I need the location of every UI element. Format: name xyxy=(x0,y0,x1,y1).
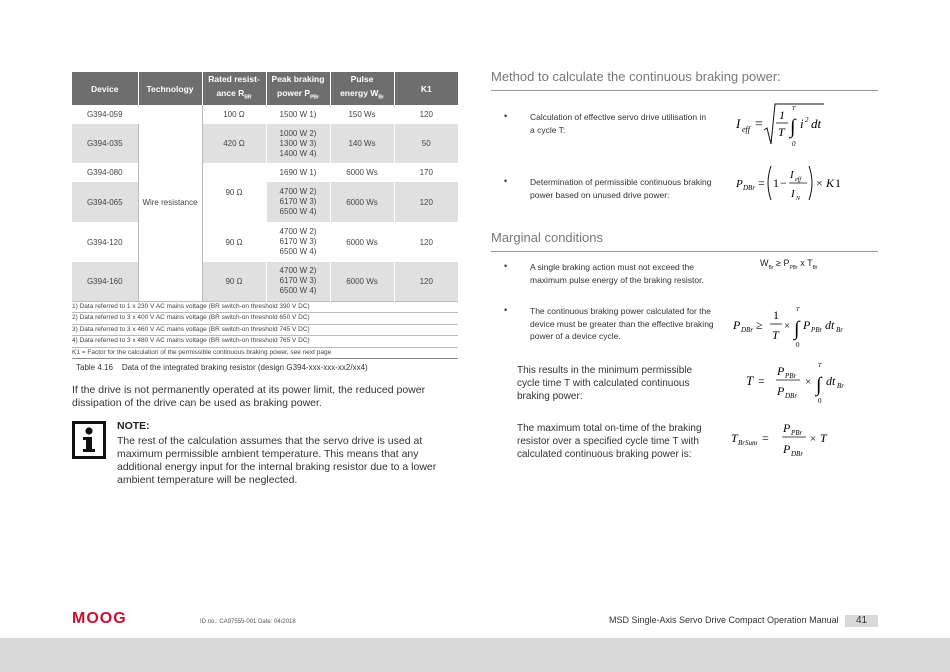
svg-text:∫: ∫ xyxy=(816,374,822,396)
svg-text:0: 0 xyxy=(796,341,800,349)
formula-tbrsum xyxy=(729,418,839,464)
svg-text:I: I xyxy=(790,169,794,181)
svg-text:BrSum: BrSum xyxy=(738,439,758,447)
svg-text:K: K xyxy=(826,176,835,190)
table-footnote: 3) Data referred to 3 x 460 V AC mains voltage (BR switch-on threshold 745 V DC) xyxy=(72,324,458,336)
svg-text:=: = xyxy=(758,374,765,388)
cell-pulse: 6000 Ws xyxy=(330,182,394,222)
svg-text:=: = xyxy=(754,117,764,132)
col-k1: K1 xyxy=(394,72,458,105)
svg-text:eff: eff xyxy=(742,125,750,134)
svg-text:×: × xyxy=(816,176,823,190)
marginal-text-3: This results in the minimum permissible cycle time T with calculated continuous braking power: xyxy=(517,365,693,402)
col-device: Device xyxy=(72,72,138,105)
cell-peak: 4700 W 2) 6170 W 3) 6500 W 4) xyxy=(266,182,330,222)
formula-pdbr xyxy=(734,160,844,206)
info-icon xyxy=(72,421,106,459)
cell-rated: 90 Ω xyxy=(202,222,266,262)
bullet: • xyxy=(504,111,508,121)
cell-device: G394-065 xyxy=(72,182,138,222)
svg-text:dt: dt xyxy=(825,318,835,332)
cell-k1: 120 xyxy=(394,182,458,222)
bullet: • xyxy=(504,261,508,271)
cell-peak: 4700 W 2) 6170 W 3) 6500 W 4) xyxy=(266,262,330,301)
note-text: The rest of the calculation assumes that the servo drive is used at maximum permissible ambient temperature. This means that any additional energy input for the internal braking resistor due to a lower ambient temperature will be neglected. xyxy=(117,435,437,486)
divider xyxy=(491,90,878,91)
svg-text:PBr: PBr xyxy=(791,429,803,437)
cell-k1: 120 xyxy=(394,222,458,262)
cell-device: G394-035 xyxy=(72,124,138,163)
cell-pulse: 6000 Ws xyxy=(330,163,394,182)
table-footnote: 2) Data referred to 3 x 400 V AC mains voltage (BR switch-on threshold 650 V DC) xyxy=(72,313,458,325)
table-footnote: 4) Data referred to 3 x 480 V AC mains voltage (BR switch-on threshold 765 V DC) xyxy=(72,336,458,348)
svg-text:Br: Br xyxy=(836,326,843,334)
formula-t-min xyxy=(744,359,854,405)
cell-pulse: 6000 Ws xyxy=(330,262,394,301)
svg-text:i: i xyxy=(800,116,804,131)
bullet: • xyxy=(504,305,508,315)
marginal-item-2: The continuous braking power calculated for the device must be greater than the effective braking power of a device cycle. xyxy=(530,306,714,341)
method-item-2: Determination of permissible continuous braking power based on unused drive power: xyxy=(530,177,712,200)
table-footnote: K1 = Factor for the calculation of the permissible continuous braking power, see next page xyxy=(72,347,458,359)
svg-text:P: P xyxy=(777,364,785,378)
col-pulse-energy: Pulse energy $W_{Br}$ xyxy=(330,72,394,105)
svg-text:DBr: DBr xyxy=(791,450,804,458)
svg-text:∫: ∫ xyxy=(790,116,796,138)
svg-text:×: × xyxy=(810,433,817,445)
marginal-text-4: The maximum total on-time of the braking resistor over a specified cycle time T with calculated continuous braking power is: xyxy=(517,423,702,460)
svg-text:2: 2 xyxy=(805,116,809,124)
method-item-1: Calculation of effective servo drive utilisation in a cycle T: xyxy=(530,112,707,135)
svg-text:P: P xyxy=(777,384,785,398)
paragraph-power-dissipation: If the drive is not permanently operated at its power limit, the reduced power dissipation of the drive can be used as braking power. xyxy=(72,384,426,409)
marginal-heading: Marginal conditions xyxy=(491,230,604,245)
svg-text:T: T xyxy=(731,431,738,445)
cell-pulse: 140 Ws xyxy=(330,124,394,163)
table-row xyxy=(72,222,458,262)
cell-rated: 90 Ω xyxy=(202,262,266,301)
note-title: NOTE: xyxy=(117,420,150,432)
svg-text:eff: eff xyxy=(795,177,801,183)
svg-text:0: 0 xyxy=(818,397,822,405)
svg-text:I: I xyxy=(791,188,795,200)
table-row xyxy=(72,163,458,182)
svg-text:PBr: PBr xyxy=(811,326,823,334)
col-peak-power: Peak braking power $P_{PBr}$ xyxy=(266,72,330,105)
cell-pulse: 6000 Ws xyxy=(330,222,394,262)
svg-text:dt: dt xyxy=(826,374,836,388)
svg-text:=: = xyxy=(758,176,765,190)
cell-pulse: 150 Ws xyxy=(330,105,394,124)
cell-technology: Wire resistance xyxy=(138,105,202,301)
svg-text:T: T xyxy=(796,307,800,313)
svg-text:dt: dt xyxy=(811,116,822,131)
table-header-row xyxy=(72,72,458,105)
cell-k1: 50 xyxy=(394,124,458,163)
svg-text:1: 1 xyxy=(773,308,779,322)
cell-k1: 120 xyxy=(394,105,458,124)
table-row xyxy=(72,262,458,301)
cell-device: G394-160 xyxy=(72,262,138,301)
svg-text:×: × xyxy=(784,320,791,332)
cell-rated: 420 Ω xyxy=(202,124,266,163)
footer-id: ID no.: CA97555-001 Date: 04/2018 xyxy=(200,619,296,625)
cell-device: G394-120 xyxy=(72,222,138,262)
formula-pdbr-condition xyxy=(731,301,851,349)
table-row xyxy=(72,105,458,124)
table-row xyxy=(72,124,458,163)
cell-peak: 1690 W 1) xyxy=(266,163,330,182)
svg-text:1: 1 xyxy=(773,176,779,190)
cell-k1: 170 xyxy=(394,163,458,182)
method-heading: Method to calculate the continuous braking power: xyxy=(491,69,781,84)
svg-text:T: T xyxy=(772,328,779,342)
svg-text:T: T xyxy=(792,106,796,112)
divider xyxy=(491,251,878,252)
svg-text:1: 1 xyxy=(835,176,841,190)
col-rated-resistance: Rated resist- ance $R_{BR}$ xyxy=(202,72,266,105)
svg-text:∫: ∫ xyxy=(794,318,800,340)
col-technology: Technology xyxy=(138,72,202,105)
svg-text:≥: ≥ xyxy=(756,318,763,332)
cell-k1: 120 xyxy=(394,262,458,301)
svg-text:P: P xyxy=(783,421,791,435)
svg-text:N: N xyxy=(796,196,801,202)
svg-text:P: P xyxy=(736,178,743,190)
formula-wbr: $W_{Br} \ge P_{PBr}$ x $T_{Br}$ xyxy=(760,258,818,271)
svg-text:P: P xyxy=(733,318,741,332)
svg-text:T: T xyxy=(746,373,754,388)
cell-rated: 100 Ω xyxy=(202,105,266,124)
cell-peak: 1500 W 1) xyxy=(266,105,330,124)
svg-text:I: I xyxy=(736,116,741,131)
cell-device: G394-059 xyxy=(72,105,138,124)
svg-text:P: P xyxy=(803,318,811,332)
svg-text:Br: Br xyxy=(837,382,844,390)
svg-text:×: × xyxy=(805,376,812,388)
cell-rated: 90 Ω xyxy=(202,163,266,222)
svg-text:T: T xyxy=(778,125,785,139)
svg-text:P: P xyxy=(783,442,791,456)
cell-peak: 4700 W 2) 6170 W 3) 6500 W 4) xyxy=(266,222,330,262)
table-footnote: 1) Data referred to 1 x 230 V AC mains voltage (BR switch-on threshold 390 V DC) xyxy=(72,301,458,313)
braking-resistor-table xyxy=(72,72,458,359)
svg-text:0: 0 xyxy=(792,140,796,148)
moog-logo: MOOG xyxy=(72,610,127,627)
svg-text:PBr: PBr xyxy=(785,372,797,380)
svg-text:=: = xyxy=(762,431,769,445)
svg-text:DBr: DBr xyxy=(743,184,756,192)
cell-peak: 1000 W 2) 1300 W 3) 1400 W 4) xyxy=(266,124,330,163)
svg-text:DBr: DBr xyxy=(741,326,754,334)
table-caption: Table 4.16 Data of the integrated braking resistor (design G394-xxx-xxx-xx2/xx4) xyxy=(76,363,368,372)
svg-text:−: − xyxy=(780,176,787,190)
marginal-item-1: A single braking action must not exceed the maximum pulse energy of the braking resistor. xyxy=(530,262,704,285)
footer-manual-title: MSD Single-Axis Servo Drive Compact Operation Manual xyxy=(609,615,839,625)
bottom-band xyxy=(0,638,950,672)
svg-text:T: T xyxy=(820,431,827,445)
cell-device: G394-080 xyxy=(72,163,138,182)
svg-text:1: 1 xyxy=(779,108,785,122)
svg-text:DBr: DBr xyxy=(785,392,798,400)
bullet: • xyxy=(504,176,508,186)
formula-ieff xyxy=(734,100,834,152)
page-number: 41 xyxy=(845,615,878,627)
svg-text:T: T xyxy=(818,363,822,369)
